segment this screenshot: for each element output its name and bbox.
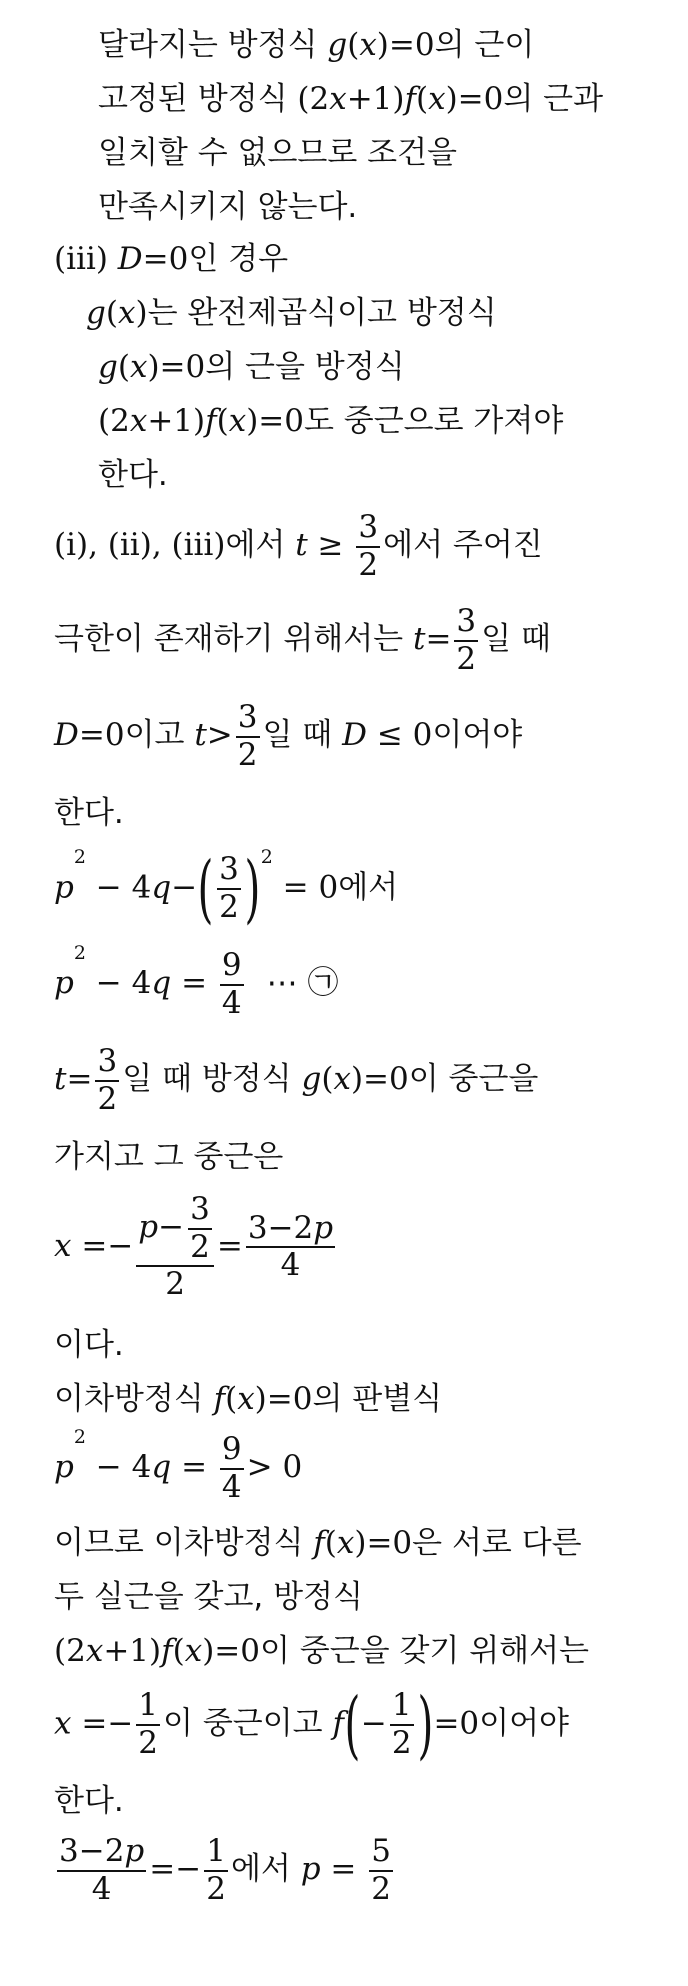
equation: $p^2 - 4q$ = $\frac{9}{4}$ ⋯ ㉠ <box>54 942 339 1021</box>
equation: $p^2 - 4q$ = $\frac{9}{4}$ > 0 <box>54 1426 303 1505</box>
equation: $\frac{3-2p}{4}$ =− $\frac{1}{2}$ 에서 p = $\frac{5}{2}$ <box>59 1833 391 1907</box>
text-line: 달라지는 방정식 g(x)=0의 근이 <box>98 27 535 63</box>
text-line: (2x+1)f(x)=0도 중근으로 가져야 <box>98 403 564 439</box>
text-line: 두 실근을 갖고, 방정식 <box>54 1579 363 1615</box>
text-line: 한다. <box>54 795 124 831</box>
text-line: D=0이고 t> $\frac{3}{2}$ 일 때 D ≤ 0이어야 <box>54 699 523 773</box>
text-line: 극한이 존재하기 위해서는 t= $\frac{3}{2}$ 일 때 <box>54 603 551 677</box>
text-line: g(x)는 완전제곱식이고 방정식 <box>86 295 497 331</box>
text-line: 이차방정식 f(x)=0의 판별식 <box>54 1381 443 1417</box>
text-line: t= $\frac{3}{2}$ 일 때 방정식 g(x)=0이 중근을 <box>54 1043 539 1117</box>
case-heading: (ⅲ) D=0인 경우 <box>54 241 289 277</box>
text-line: 일치할 수 없으므로 조건을 <box>98 135 457 171</box>
text-line: 이다. <box>54 1327 124 1363</box>
text-line: x =− $\frac{1}{2}$ 이 중근이고 f(− $\frac{1}{2}$ )=0이어야 <box>54 1682 569 1768</box>
equation: x =− p− $\frac{3}{2}$ 2 = $\frac{3-2p}{4}$ <box>54 1191 334 1303</box>
text-line: 고정된 방정식 (2x+1)f(x)=0의 근과 <box>98 81 604 117</box>
text-line: (2x+1)f(x)=0이 중근을 갖기 위해서는 <box>54 1633 590 1669</box>
text-line: 한다. <box>98 457 168 493</box>
text-line: (ⅰ), (ⅱ), (ⅲ)에서 t ≥ $\frac{3}{2}$ 에서 주어진 <box>54 509 543 583</box>
text-line: 가지고 그 중근은 <box>54 1139 284 1175</box>
text-line: g(x)=0의 근을 방정식 <box>98 349 405 385</box>
text-line: 만족시키지 않는다. <box>98 189 358 225</box>
text-line: 한다. <box>54 1783 124 1819</box>
text-line: 이므로 이차방정식 f(x)=0은 서로 다른 <box>54 1525 582 1561</box>
equation: $p^2 - 4q-$( $\frac{3}{2}$ )$^2$ = 0에서 <box>54 846 399 932</box>
